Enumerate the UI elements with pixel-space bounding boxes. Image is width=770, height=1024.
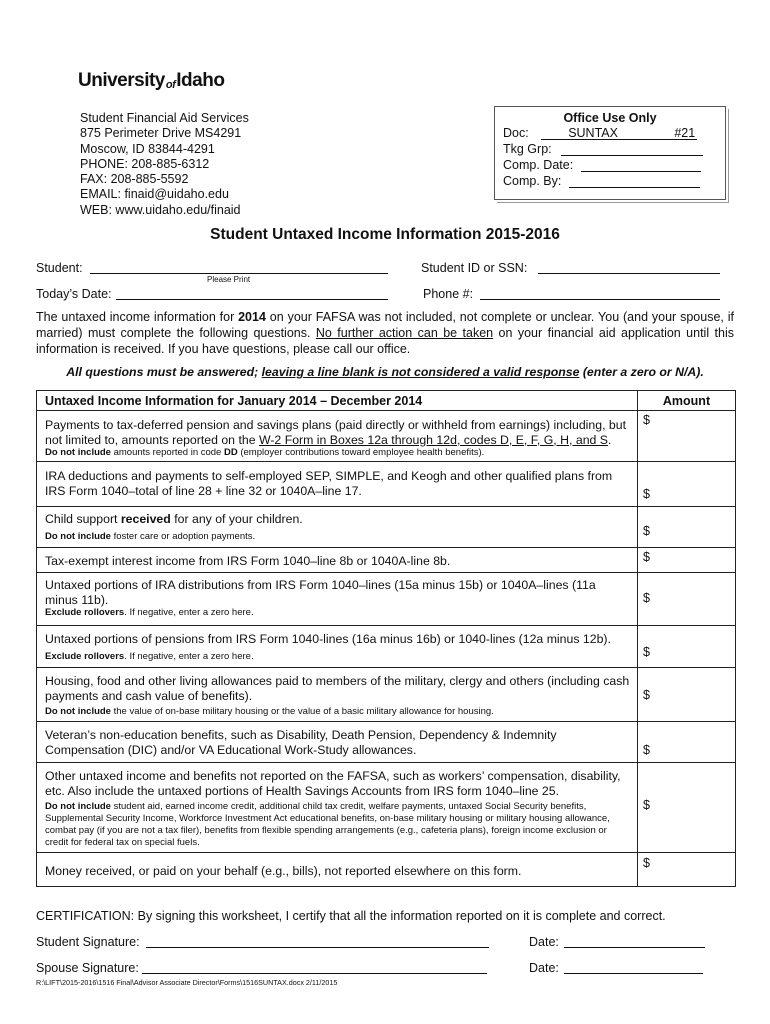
row-description: Other untaxed income and benefits not reported on the FAFSA, such as workers’ compensation, disability, etc. Also include the untaxed portions of Health Savings Accounts from IRS form 1040–line 25. Do not include student aid, earned income credit, additional child tax credit, welfare payments, untaxed Social Security benefits, Supplemental Security Income, Workforce Investment Act educational benefits, on-base military housing or military housing allowance, combat pay (if you are not a tax filer), benefits from flexible spending arrangements (e.g., cafeteria plans), foreign income exclusion or credit for federal tax on special fuels. [37, 763, 637, 852]
fax-line: FAX: 208-885-5592 [80, 172, 189, 187]
student-label: Student: [36, 261, 83, 275]
row-description: Housing, food and other living allowances paid to members of the military, clergy and others (including cash payments and cash value of benefits). Do not include the value of on-base military housing or the value of a basic military allowance for housing. [45, 674, 630, 718]
address-line: Student Financial Aid Services [80, 111, 249, 125]
row-note: Do not include student aid, earned income credit, additional child tax credit, welfare payments, untaxed Social Security benefits, Supplemental Security Income, Workforce Investment Act educational benefits, on-base military housing or military housing allowance, combat pay (if you are not a tax filer), benefits from flexible spending arrangements (e.g., cafeteria plans), foreign income exclusion or credit for federal tax on special fuels. [45, 801, 610, 849]
amount-field[interactable]: $ [637, 626, 735, 667]
amount-field[interactable]: $ [637, 411, 735, 461]
row-description: IRA deductions and payments to self-employed SEP, SIMPLE, and Keogh and other qualified plans from IRS Form 1040–total of line 28 + line 32 or 1040A–line 17. [45, 469, 613, 498]
header-period: Untaxed Income Information for January 2014 – December 2014 [45, 394, 423, 408]
row-note: Exclude rollovers. If negative, enter a zero here. [45, 650, 254, 662]
student-name-field[interactable] [90, 273, 388, 274]
student-date-field[interactable] [564, 947, 705, 948]
row-description: Payments to tax-deferred pension and savings plans (paid directly or withheld from earnings) including, but not limited to, amounts reported on the W-2 Form in Boxes 12a through 12d, codes D, E, F, G, H, and S. Do not include amounts reported in code DD (employer contributions toward employee health benefits). [37, 411, 637, 461]
email-line: EMAIL: finaid@uidaho.edu [80, 187, 229, 202]
row-description: Untaxed portions of IRA distributions from IRS Form 1040–lines (15a minus 15b) or 1040A–lines (11a minus 11b). Exclude rollovers. If negative, enter a zero here. [37, 573, 637, 625]
todays-date-label: Today’s Date: [36, 287, 112, 301]
office-use-box [494, 106, 726, 200]
tkg-field[interactable] [561, 144, 703, 156]
table-header [37, 391, 735, 411]
amount-field[interactable]: $ [637, 548, 735, 572]
row-note: Do not include the value of on-base military housing or the value of a basic military allowance for housing. [45, 706, 494, 718]
amount-field[interactable]: $ [637, 853, 735, 886]
certification-statement: CERTIFICATION: By signing this worksheet, I certify that all the information reported on it is complete and correct. [36, 909, 666, 923]
university-logo: UniversityofIdaho [78, 70, 225, 91]
todays-date-field[interactable] [116, 299, 388, 300]
phone-field[interactable] [480, 299, 720, 300]
table-row [37, 626, 735, 668]
row-description: Veteran’s non-education benefits, such as Disability, Death Pension, Dependency & Indemnity Compensation (DIC) and/or VA Educational Work-Study allowances. [45, 728, 557, 757]
header-amount: Amount [637, 391, 735, 410]
address-line: Moscow, ID 83844-4291 [80, 141, 215, 156]
comp-date-field[interactable] [581, 160, 701, 172]
amount-field[interactable]: $ [637, 507, 735, 547]
amount-field[interactable]: $ [637, 668, 735, 721]
spouse-signature-label: Spouse Signature: [36, 961, 139, 975]
table-row [37, 507, 735, 548]
office-address [80, 111, 249, 218]
amount-field[interactable]: $ [637, 462, 735, 506]
untaxed-income-table [36, 390, 736, 887]
row-description: Untaxed portions of pensions from IRS Form 1040-lines (16a minus 16b) or 1040-lines (12a minus 12b). Exclude rollovers. If negative, enter a zero here. [37, 626, 637, 667]
table-row [37, 548, 735, 573]
form-title: Student Untaxed Income Information 2015-2016 [210, 226, 560, 243]
amount-field[interactable]: $ [637, 763, 735, 852]
table-row [37, 411, 735, 462]
office-use-title: Office Use Only [563, 111, 657, 125]
spouse-date-label: Date: [529, 961, 559, 975]
table-row [37, 573, 735, 626]
amount-field[interactable]: $ [637, 573, 735, 625]
student-signature-field[interactable] [146, 947, 489, 948]
instruction-emphasis: All questions must be answered; leaving a line blank is not considered a valid response (enter a zero or N/A). [66, 365, 704, 379]
row-description: Child support received for any of your children. Do not include foster care or adoption payments. [37, 507, 637, 547]
comp-by-field[interactable] [569, 176, 700, 188]
web-line: WEB: www.uidaho.edu/finaid [80, 202, 241, 217]
phone-line: PHONE: 208-885-6312 [80, 156, 210, 171]
address-line: 875 Perimeter Drive MS4291 [80, 126, 242, 141]
table-row [37, 668, 735, 722]
student-signature-label: Student Signature: [36, 935, 140, 949]
table-row [37, 853, 735, 886]
row-note: Do not include foster care or adoption payments. [45, 530, 256, 542]
intro-paragraph: The untaxed income information for 2014 on your FAFSA was not included, not complete or unclear. You (and your spouse, if married) must complete the following questions. No further action can be taken on your financial aid application until this information is received. If you have questions, please call our office. [36, 310, 734, 356]
document-path-footer: R:\LIFT\2015-2016\1516 Final\Advisor Associate Director\Forms\1516SUNTAX.docx 2/11/2015 [36, 978, 338, 987]
spouse-date-field[interactable] [564, 973, 703, 974]
student-id-field[interactable] [538, 273, 720, 274]
row-note: Do not include amounts reported in code DD (employer contributions toward employee health benefits). [45, 447, 485, 459]
row-note: Exclude rollovers. If negative, enter a zero here. [45, 607, 254, 619]
table-row [37, 763, 735, 853]
phone-label: Phone #: [423, 287, 474, 301]
tkg-row: Tkg Grp: [503, 142, 703, 156]
spouse-signature-field[interactable] [142, 973, 487, 974]
row-description: Money received, or paid on your behalf (e.g., bills), not reported elsewhere on this form. [45, 864, 522, 878]
student-id-label: Student ID or SSN: [421, 261, 528, 275]
row-description: Tax-exempt interest income from IRS Form 1040–line 8b or 1040A-line 8b. [45, 554, 451, 568]
table-row [37, 722, 735, 763]
student-date-label: Date: [529, 935, 559, 949]
doc-row: Doc: SUNTAX #21 [503, 126, 696, 140]
amount-field[interactable]: $ [637, 722, 735, 762]
table-row [37, 462, 735, 507]
comp-by-row: Comp. By: [503, 174, 700, 188]
doc-field[interactable]: SUNTAX #21 [541, 128, 697, 140]
comp-date-row: Comp. Date: [503, 158, 701, 172]
please-print-hint: Please Print [207, 275, 251, 284]
